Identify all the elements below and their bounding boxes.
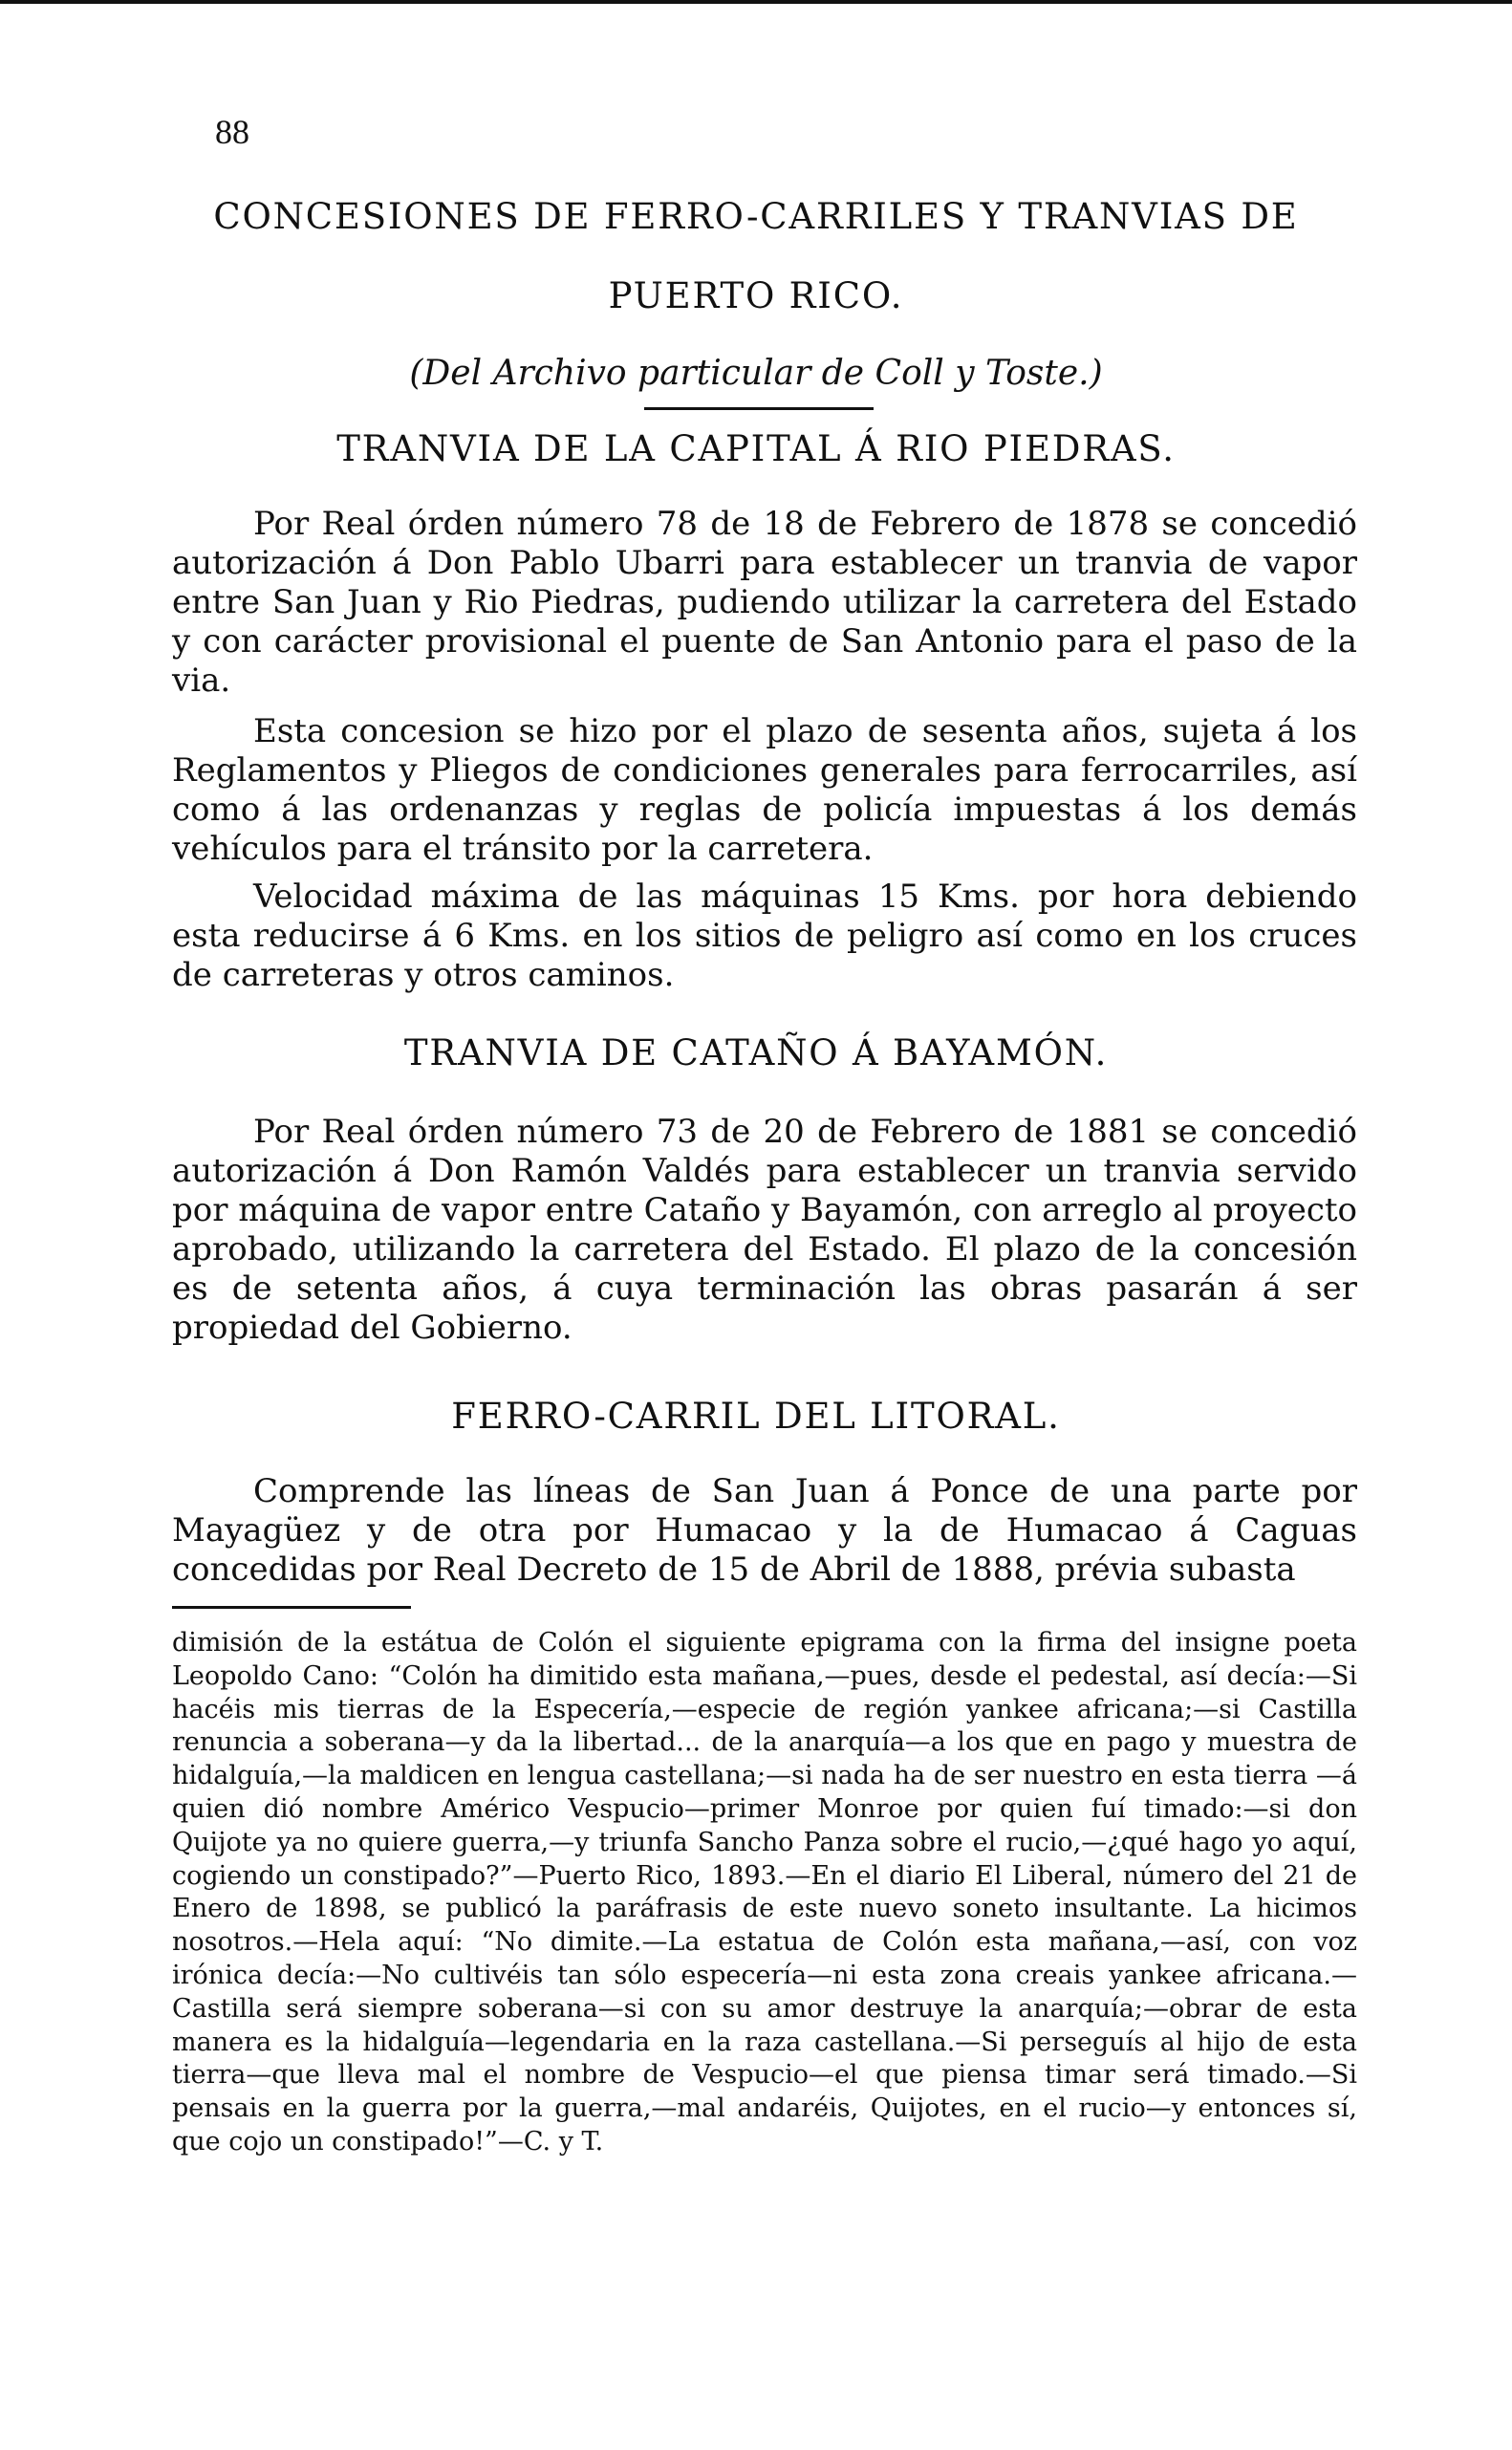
paragraph-rio-piedras-2: Esta concesion se hizo por el plazo de sesenta años, sujeta á los Reglamentos y Pliegos de condiciones generales para ferrocarriles, así como á las ordenanzas y reglas de policía impuestas á los demás vehículos para el tránsito por la carretera.: [172, 712, 1357, 868]
source-attribution: (Del Archivo particular de Coll y Toste.): [409, 354, 1103, 393]
paragraph-rio-piedras-3: Velocidad máxima de las máquinas 15 Kms. por hora debiendo esta reducirse á 6 Kms. en los sitios de peligro así como en los cruces de carreteras y otros caminos.: [172, 878, 1357, 994]
main-heading-line-2: PUERTO RICO.: [608, 275, 904, 316]
footnote-text: dimisión de la estátua de Colón el siguiente epigrama con la firma del insigne poeta Leopoldo Cano: “Colón ha dimitido esta mañana,—pues, desde el pedestal, así decía:—Si hacéis mis tierras de la Especería,—especie de región yankee africana;—si Castilla renuncia a soberana—y da la libertad... de la anarquía—a los que en pago y muestra de hidalguía,—la maldicen en lengua castellana;—si nada ha de ser nuestro en esta tierra —á quien dió nombre Américo Vespucio—primer Monroe por quien fuí timado:—si don Quijote ya no quiere guerra,—y triunfa Sancho Panza sobre el rucio,—¿qué hago yo aquí, cogiendo un constipado?”—Puerto Rico, 1893.—En el diario El Liberal, número del 21 de Enero de 1898, se publicó la paráfrasis de este nuevo soneto insultante. La hicimos nosotros.—Hela aquí: “No dimite.—La estatua de Colón esta mañana,—así, con voz irónica decía:—No cultivéis tan sólo especería—ni esta zona creais yankee africana.—Castilla será siempre soberana—si con su amor destruye la anarquía;—obrar de esta manera es la hidalguía—legendaria en la raza castellana.—Si perseguís al hijo de esta tierra—que lleva mal el nombre de Vespucio—el que piensa timar será timado.—Si pensais en la guerra por la guerra,—mal andaréis, Quijotes, en el rucio—y entonces sí, que cojo un constipado!”—C. y T.: [172, 1628, 1357, 2157]
paragraph-catano-bayamon: Por Real órden número 73 de 20 de Febrero de 1881 se concedió autorización á Don Ramón Valdés para establecer un tranvia servido por máquina de vapor entre Cataño y Bayamón, con arreglo al proyecto aprobado, utilizando la carretera del Estado. El plazo de la concesión es de setenta años, á cuya terminación las obras pasarán á ser propiedad del Gobierno.: [172, 1113, 1357, 1347]
paragraph-litoral: Comprende las líneas de San Juan á Ponce de una parte por Mayagüez y de otra por Humacao y la de Humacao á Caguas concedidas por Real Decreto de 15 de Abril de 1888, prévia subasta: [172, 1472, 1357, 1589]
section-title-litoral: FERRO-CARRIL DEL LITORAL.: [451, 1396, 1061, 1437]
paragraph-rio-piedras-1: Por Real órden número 78 de 18 de Febrero de 1878 se concedió autorización á Don Pablo Ubarri para establecer un tranvia de vapor entre San Juan y Rio Piedras, pudiendo utilizar la carretera del Estado y con carácter provisional el puente de San Antonio para el paso de la via.: [172, 505, 1357, 700]
heading-divider: [644, 407, 874, 410]
main-heading-line-1: CONCESIONES DE FERRO-CARRILES Y TRANVIAS DE: [213, 196, 1299, 237]
top-border-line: [0, 0, 1512, 4]
page-number: 88: [215, 113, 249, 151]
section-title-catano-bayamon: TRANVIA DE CATAÑO Á BAYAMÓN.: [403, 1032, 1109, 1073]
section-title-rio-piedras: TRANVIA DE LA CAPITAL Á RIO PIEDRAS.: [336, 428, 1176, 469]
footnote-divider: [172, 1606, 411, 1609]
